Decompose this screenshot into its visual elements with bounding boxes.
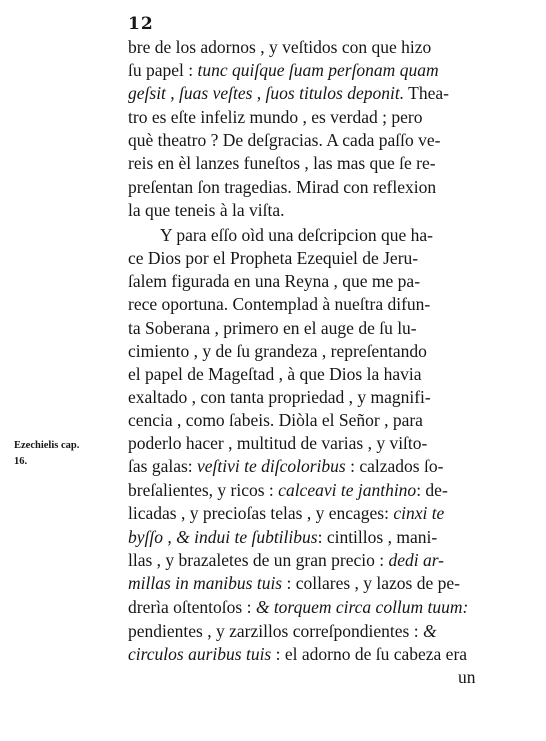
text-line bbox=[128, 432, 508, 454]
text-line bbox=[128, 152, 508, 174]
text-segment: ſu papel : bbox=[128, 60, 198, 80]
text-segment: : calzados ſo- bbox=[345, 456, 444, 476]
text-line bbox=[128, 455, 508, 477]
text-line bbox=[128, 317, 508, 339]
text-segment: preſentan ſon tragedias. Mirad con reflexion bbox=[128, 177, 437, 197]
latin-quote: & torquem circa collum tuum: bbox=[255, 597, 469, 617]
text-line bbox=[160, 224, 508, 246]
text-line bbox=[128, 620, 508, 642]
text-line bbox=[128, 340, 508, 362]
text-line bbox=[128, 59, 508, 81]
latin-quote: byſſo , & indui te ſubtilibus bbox=[128, 527, 318, 547]
text-segment: tro es eſte infeliz mundo , es verdad ; pero bbox=[128, 107, 423, 127]
text-line bbox=[128, 596, 508, 618]
text-segment: ce Dios por el Propheta Ezequiel de Jeru- bbox=[128, 248, 419, 268]
text-segment: Y para eſſo oìd una deſcripcion que ha- bbox=[160, 225, 433, 245]
text-line bbox=[128, 129, 508, 151]
text-line bbox=[128, 386, 508, 408]
latin-quote: calceavi te janthino bbox=[278, 480, 417, 500]
text-line bbox=[128, 526, 508, 548]
text-segment: pendientes , y zarzillos correſpondientes : bbox=[128, 621, 423, 641]
latin-quote: dedi ar- bbox=[388, 550, 444, 570]
text-segment: ſalem figurada en una Reyna , que me pa- bbox=[128, 271, 421, 291]
text-segment: llas , y brazaletes de un gran precio : bbox=[128, 550, 389, 570]
catchword: un bbox=[458, 667, 476, 687]
margin-note-chapter: 16. bbox=[14, 456, 28, 467]
text-segment: : el adorno de ſu cabeza era bbox=[271, 644, 468, 664]
text-line bbox=[128, 293, 508, 315]
text-line bbox=[128, 549, 508, 571]
text-line bbox=[128, 363, 508, 385]
latin-quote: geſsit , ſuas veſtes , ſuos titulos deponit. bbox=[128, 83, 405, 103]
text-segment: cencia , como ſabeis. Diòla el Señor , para bbox=[128, 410, 423, 430]
text-line bbox=[128, 199, 508, 221]
text-line bbox=[128, 270, 508, 292]
text-segment: Thea- bbox=[404, 83, 449, 103]
text-line bbox=[128, 643, 508, 665]
latin-quote: millas in manibus tuis bbox=[128, 573, 283, 593]
text-segment: ta Soberana , primero en el auge de ſu lu- bbox=[128, 318, 417, 338]
text-segment: breſalientes, y ricos : bbox=[128, 480, 279, 500]
latin-quote: tunc quiſque ſuam perſonam quam bbox=[197, 60, 439, 80]
text-segment: : collares , y lazos de pe- bbox=[282, 573, 460, 593]
text-segment: ſas galas: bbox=[128, 456, 198, 476]
text-segment: licadas , y precioſas telas , y encages: bbox=[128, 503, 394, 523]
latin-quote: veſtivi te diſcoloribus bbox=[197, 456, 346, 476]
text-line bbox=[128, 36, 508, 58]
page-number: 12 bbox=[128, 14, 154, 34]
text-segment: la que teneis à la viſta. bbox=[128, 200, 285, 220]
text-segment: exaltado , con tanta propriedad , y magnifi- bbox=[128, 387, 431, 407]
latin-quote: & bbox=[422, 621, 437, 641]
margin-note-reference: Ezechielis cap. bbox=[14, 440, 80, 451]
text-segment: rece oportuna. Contemplad à nueſtra difun- bbox=[128, 294, 431, 314]
text-segment: cimiento , y de ſu grandeza , repreſentando bbox=[128, 341, 427, 361]
text-segment: reis en èl lanzes funeſtos , las mas que ſe re- bbox=[128, 153, 436, 173]
text-line bbox=[128, 572, 508, 594]
text-line bbox=[128, 176, 508, 198]
text-segment: : de- bbox=[416, 480, 448, 500]
text-segment: poderlo hacer , multitud de varias , y viſto- bbox=[128, 433, 428, 453]
latin-quote: circulos auribus tuis bbox=[128, 644, 272, 664]
text-line bbox=[128, 409, 508, 431]
latin-quote: cinxi te bbox=[393, 503, 445, 523]
text-segment: el papel de Mageſtad , à que Dios la havia bbox=[128, 364, 422, 384]
text-segment: drerìa oſtentoſos : bbox=[128, 597, 256, 617]
text-segment: : cintillos , mani- bbox=[317, 527, 438, 547]
text-line bbox=[128, 479, 508, 501]
text-line bbox=[128, 82, 508, 104]
text-line bbox=[128, 106, 508, 128]
text-line bbox=[128, 502, 508, 524]
text-segment: què theatro ? De deſgracias. A cada paſſo ve- bbox=[128, 130, 441, 150]
text-segment: bre de los adornos , y veſtidos con que hizo bbox=[128, 37, 432, 57]
text-line bbox=[128, 247, 508, 269]
